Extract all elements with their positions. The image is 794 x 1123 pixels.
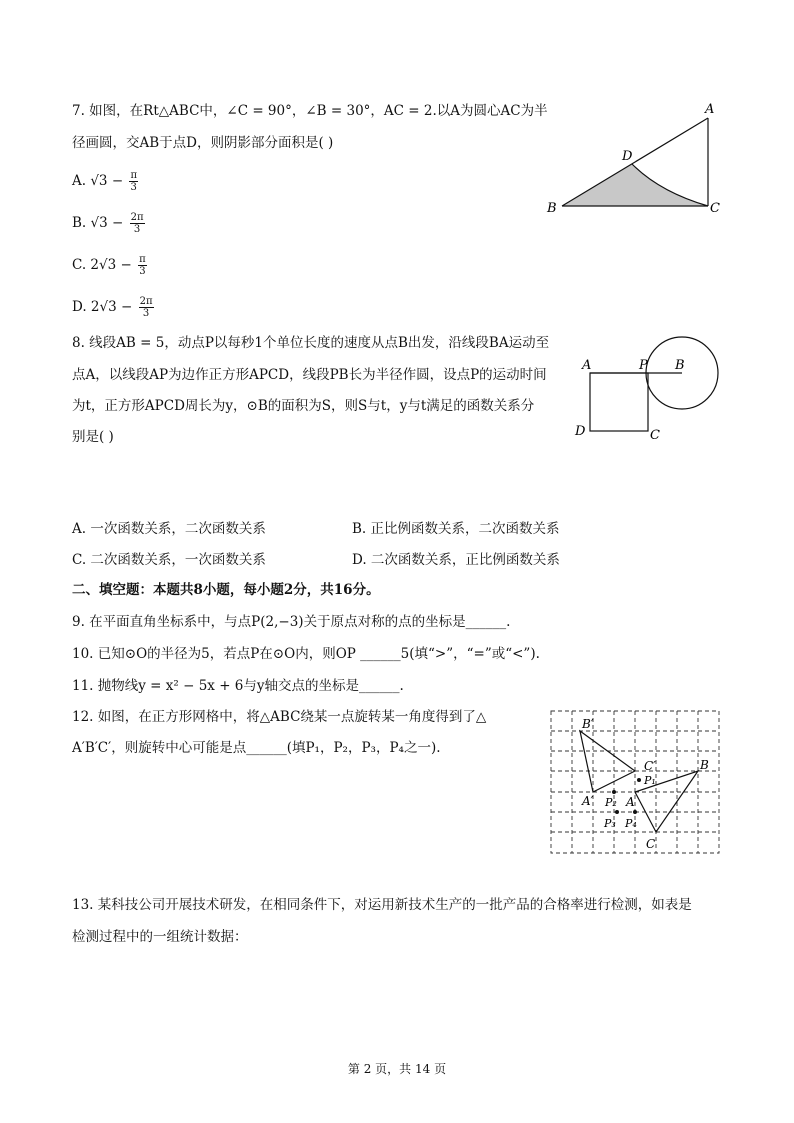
q12-label-b1: B′ xyxy=(582,717,594,731)
q7-option-d[interactable]: D. 2√3 − $\frac{2\pi}{3}$ xyxy=(72,296,153,319)
q7-label-d: D xyxy=(622,149,633,164)
q8-label-a: A xyxy=(582,358,592,373)
q12-grid xyxy=(551,711,719,853)
q7-label-a: A xyxy=(705,102,715,117)
q12-label-c: C xyxy=(646,837,656,851)
q12-label-p3: P₃ xyxy=(604,817,616,830)
q12-label-p1: P₁ xyxy=(644,774,656,787)
q8-stem-line2: 点A，以线段AP为边作正方形APCD，线段PB长为半径作圆，设点P的运动时间 xyxy=(72,367,547,383)
q9-stem: 9. 在平面直角坐标系中，与点P(2,−3)关于原点对称的点的坐标是______. xyxy=(72,614,511,630)
q12-label-b: B xyxy=(700,758,709,772)
q12-label-a: A xyxy=(626,795,635,809)
q7-option-b[interactable]: B. √3 − $\frac{2\pi}{3}$ xyxy=(72,212,144,235)
q7-option-c[interactable]: C. 2√3 − $\frac{\pi}{3}$ xyxy=(72,254,146,277)
q12-point-p1 xyxy=(637,778,641,782)
q7-shaded-region xyxy=(562,164,708,206)
q7-stem-line2: 径画圆，交AB于点D，则阴影部分面积是( ) xyxy=(72,135,334,151)
q8-stem-line3: 为t，正方形APCD周长为y，⊙B的面积为S，则S与t，y与t满足的函数关系分 xyxy=(72,398,535,414)
q7-figure xyxy=(540,100,730,220)
q12-label-a1: A′ xyxy=(582,794,594,808)
q12-point-p2 xyxy=(612,790,616,794)
q8-stem-line4: 别是( ) xyxy=(72,429,114,445)
q12-figure xyxy=(550,710,722,856)
q12-stem-line2: A′B′C′，则旋转中心可能是点______(填P₁，P₂，P₃，P₄之一). xyxy=(72,740,441,756)
q7-option-a[interactable]: A. √3 − $\frac{\pi}{3}$ xyxy=(72,170,138,193)
q12-label-p2: P₂ xyxy=(605,796,617,809)
q8-option-d[interactable]: D. 二次函数关系，正比例函数关系 xyxy=(352,552,560,568)
q8-option-a[interactable]: A. 一次函数关系，二次函数关系 xyxy=(72,521,266,537)
q13-stem-line1: 13. 某科技公司开展技术研发，在相同条件下，对运用新技术生产的一批产品的合格率进行检测，如表是 xyxy=(72,897,692,913)
q8-label-b: B xyxy=(675,358,685,373)
q12-point-p4 xyxy=(633,810,637,814)
section-2-heading: 二、填空题：本题共8小题，每小题2分，共16分。 xyxy=(72,582,380,598)
q8-stem-line1: 8. 线段AB = 5，动点P以每秒1个单位长度的速度从点B出发，沿线段BA运动至 xyxy=(72,335,550,351)
q11-stem: 11. 抛物线y = x² − 5x + 6与y轴交点的坐标是______. xyxy=(72,678,404,694)
q8-label-d: D xyxy=(575,424,586,439)
q7-label-b: B xyxy=(547,201,557,216)
q8-figure xyxy=(570,335,730,445)
q12-point-p3 xyxy=(615,810,619,814)
q8-label-c: C xyxy=(650,428,660,443)
q12-label-p4: P₄ xyxy=(625,817,637,830)
q12-triangle-a1b1c1 xyxy=(580,731,635,792)
q13-stem-line2: 检测过程中的一组统计数据： xyxy=(72,929,248,945)
q7-stem-line1: 7. 如图，在Rt△ABC中，∠C = 90°，∠B = 30°，AC = 2.以A为圆心AC为半 xyxy=(72,103,548,119)
page-footer: 第 2 页，共 14 页 xyxy=(347,1062,447,1076)
q8-label-p: P xyxy=(639,358,648,373)
q8-option-c[interactable]: C. 二次函数关系，一次函数关系 xyxy=(72,552,266,568)
q10-stem: 10. 已知⊙O的半径为5，若点P在⊙O内，则OP ______5(填“>”，“=”或“<”). xyxy=(72,646,540,662)
q8-square-apcd xyxy=(590,373,648,431)
q12-label-c1: C′ xyxy=(644,759,656,773)
q12-stem-line1: 12. 如图，在正方形网格中，将△ABC绕某一点旋转某一角度得到了△ xyxy=(72,709,487,725)
q7-label-c: C xyxy=(710,201,720,216)
q8-option-b[interactable]: B. 正比例函数关系，二次函数关系 xyxy=(352,521,560,537)
